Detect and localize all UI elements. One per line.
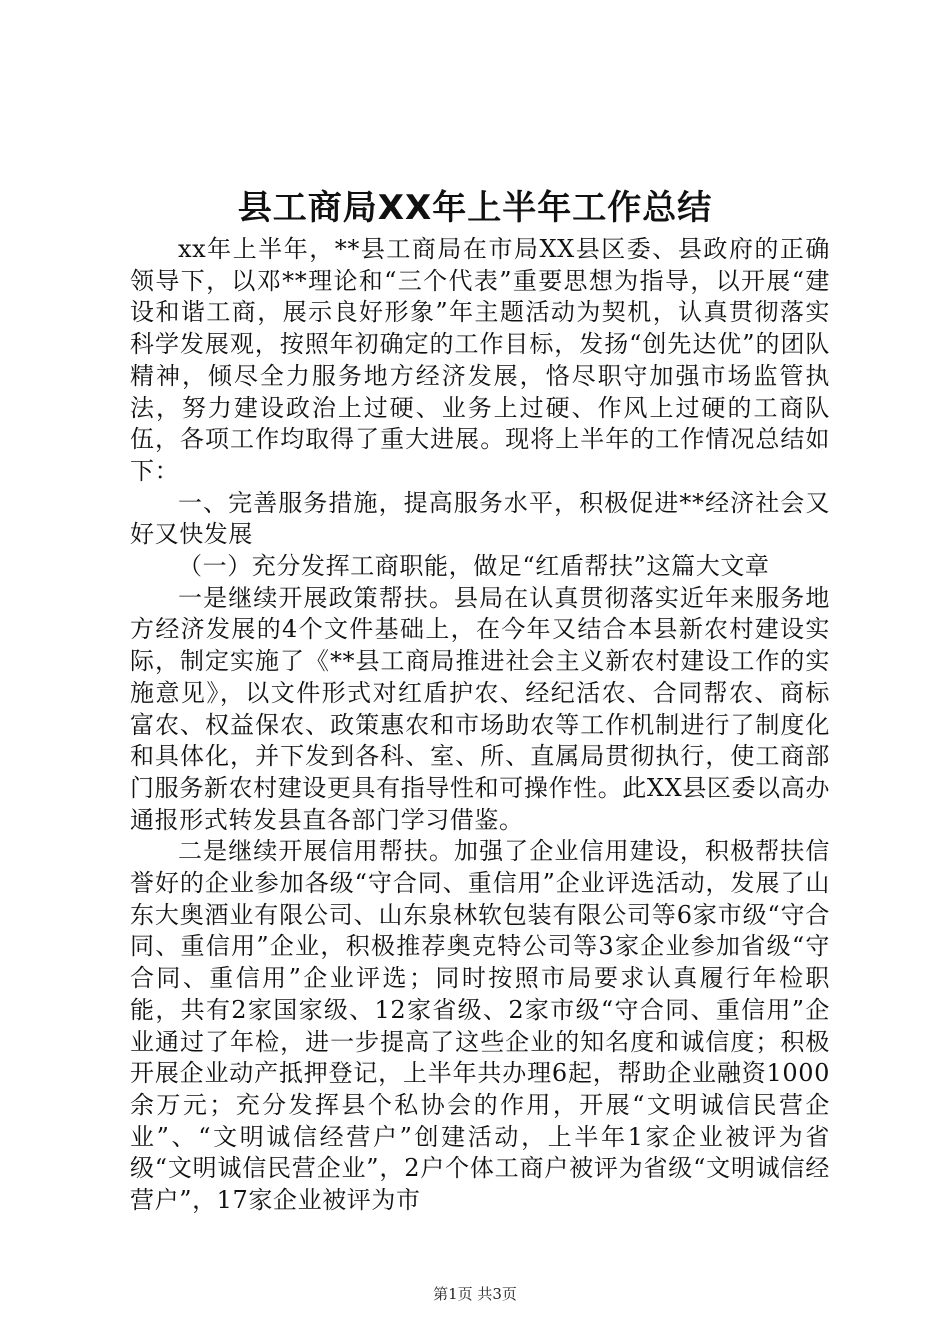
document-body	[130, 234, 830, 1217]
document-title: 县工商局XX年上半年工作总结	[237, 188, 713, 228]
paragraph-credit-support: 二是继续开展信用帮扶。加强了企业信用建设，积极帮扶信誉好的企业参加各级“守合同、重信用”企业评选活动，发展了山东大奥酒业有限公司、山东泉林软包装有限公司等6家市级“守合同、重信用”企业，积极推荐奥克特公司等3家企业参加省级“守合同、重信用”企业评选；同时按照市局要求认真履行年检职能，共有2家国家级、12家省级、2家市级“守合同、重信用”企业通过了年检，进一步提高了这些企业的知名度和诚信度；积极开展企业动产抵押登记，上半年共办理6起，帮助企业融资1000余万元；充分发挥县个私协会的作用，开展“文明诚信民营企业”、“文明诚信经营户”创建活动，上半年1家企业被评为省级“文明诚信民营企业”，2户个体工商户被评为省级“文明诚信经营户”，17家企业被评为市	[130, 837, 830, 1215]
page-footer: 第1页 共3页	[433, 1285, 517, 1303]
paragraph-policy-support: 一是继续开展政策帮扶。县局在认真贯彻落实近年来服务地方经济发展的4个文件基础上，在今年又结合本县新农村建设实际，制定实施了《**县工商局推进社会主义新农村建设工作的实施意见》，以文件形式对红盾护农、经纪活农、合同帮农、商标富农、权益保农、政策惠农和市场助农等工作机制进行了制度化和具体化，并下发到各科、室、所、直属局贯彻执行，使工商部门服务新农村建设更具有指导性和可操作性。此XX县区委以高办通报形式转发县直各部门学习借鉴。	[130, 583, 830, 834]
subsection-heading-1: （一）充分发挥工商职能，做足“红盾帮扶”这篇大文章	[178, 552, 770, 581]
section-heading-1: 一、完善服务措施，提高服务水平，积极促进**经济社会又好又快发展	[130, 488, 830, 549]
paragraph-intro: xx年上半年，**县工商局在市局XX县区委、县政府的正确领导下，以邓**理论和“三个代表”重要思想为指导，以开展“建设和谐工商，展示良好形象”年主题活动为契机，认真贯彻落实科学发展观，按照年初确定的工作目标，发扬“创先达优”的团队精神，倾尽全力服务地方经济发展，恪尽职守加强市场监管执法，努力建设政治上过硬、业务上过硬、作风上过硬的工商队伍，各项工作均取得了重大进展。现将上半年的工作情况总结如下：	[130, 235, 830, 485]
